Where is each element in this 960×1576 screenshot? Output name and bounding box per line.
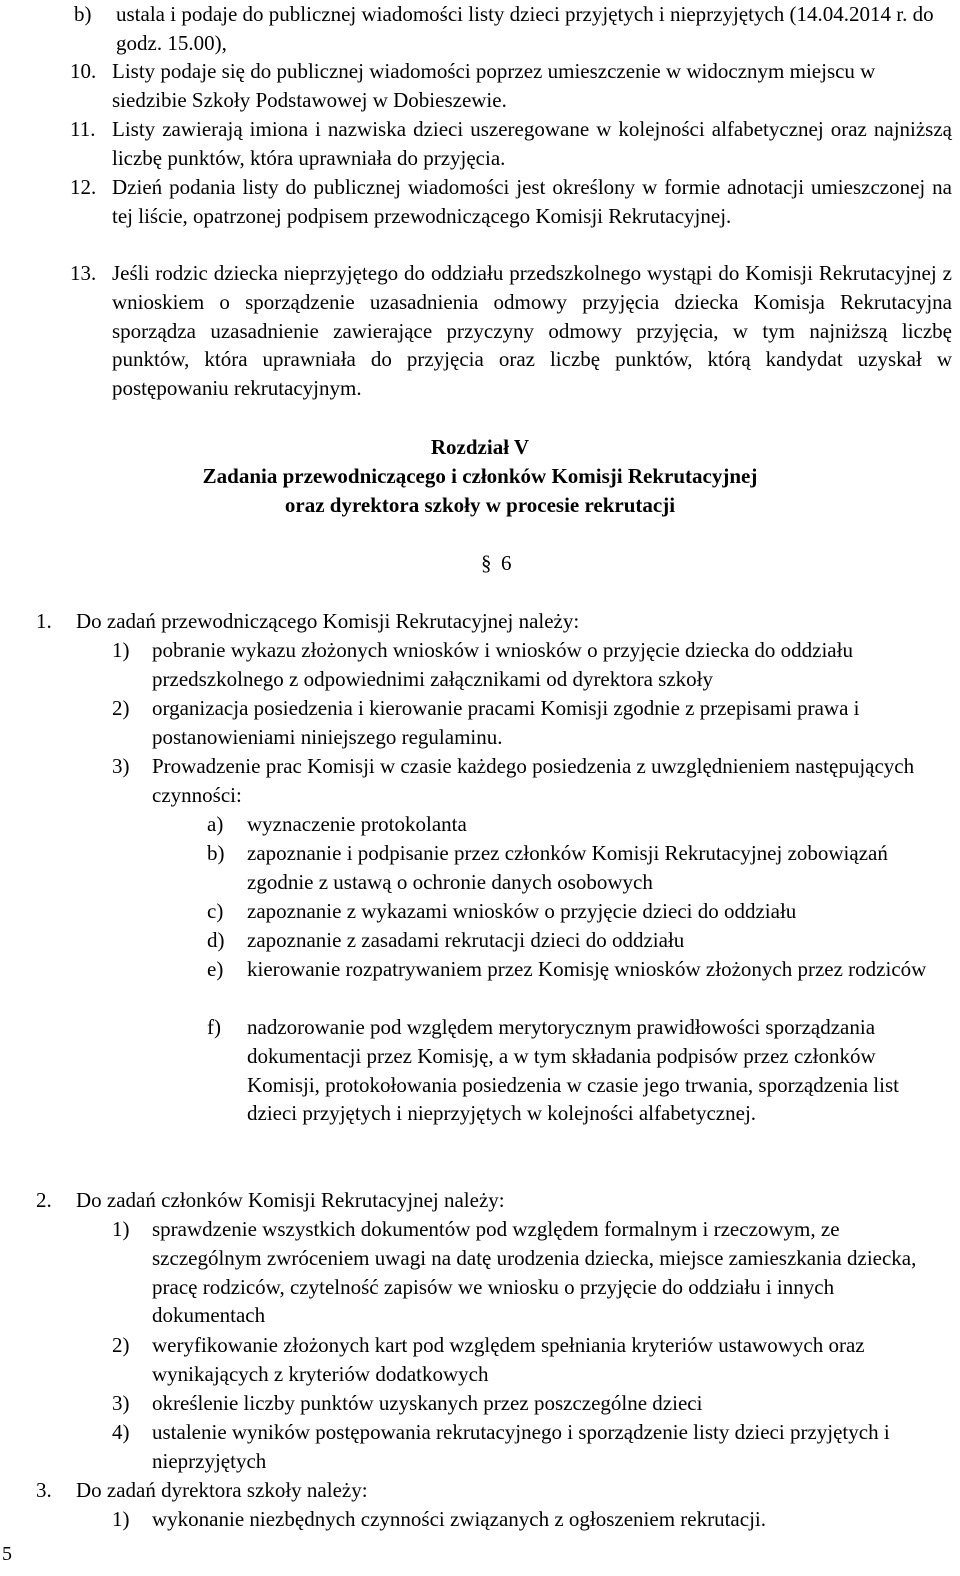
item-text: Listy zawierają imiona i nazwiska dzieci uszeregowane w kolejności alfabetycznej oraz najniższą liczbę punktów, która uprawniała do przyjęcia.: [112, 117, 952, 170]
section-3: [36, 1476, 952, 1505]
section-2-item-4: [112, 1418, 952, 1476]
item-marker: b): [207, 841, 225, 865]
paragraph-symbol: §: [481, 551, 492, 575]
chapter-subtitle-line1: Zadania przewodniczącego i członków Komisji Rekrutacyjnej: [202, 464, 758, 488]
section-2-item-3: [112, 1389, 952, 1418]
section-text: Do zadań dyrektora szkoły należy:: [76, 1478, 368, 1502]
item-marker: a): [207, 812, 224, 836]
section-2-item-2: [112, 1331, 952, 1389]
list-item-12: [70, 173, 952, 231]
item-marker: 2): [112, 696, 130, 720]
section-2-item-1: [112, 1215, 952, 1330]
item-text: kierowanie rozpatrywaniem przez Komisję wniosków złożonych przez rodziców: [247, 957, 927, 981]
item-text: ustala i podaje do publicznej wiadomości listy dzieci przyjętych i nieprzyjętych (14.04.2014 r. do godz. 15.00),: [116, 2, 934, 55]
item-text: wyznaczenie protokolanta: [247, 812, 467, 836]
item-marker: 12.: [70, 175, 97, 199]
section-1-subitem-d: [207, 926, 952, 955]
item-marker: 2): [112, 1333, 130, 1357]
section-marker: 2.: [36, 1188, 52, 1212]
item-text: Listy podaje się do publicznej wiadomości poprzez umieszczenie w widocznym miejscu w siedzibie Szkoły Podstawowej w Dobieszewie.: [112, 59, 876, 112]
item-marker: 13.: [70, 261, 97, 285]
item-text: określenie liczby punktów uzyskanych przez poszczególne dzieci: [152, 1391, 703, 1415]
paragraph-number: 6: [501, 551, 512, 575]
section-1-subitem-e: [207, 955, 952, 984]
item-text: zapoznanie i podpisanie przez członków Komisji Rekrutacyjnej zobowiązań zgodnie z ustawą o ochronie danych osobowych: [247, 841, 888, 894]
item-marker: 10.: [70, 59, 97, 83]
list-item-13: [70, 259, 952, 403]
item-text: Jeśli rodzic dziecka nieprzyjętego do oddziału przedszkolnego wystąpi do Komisji Rekrutacyjnej z wnioskiem o sporządzenie uzasadnienia odmowy przyjęcia dziecka Komisja Rekrutacyjna sporządza uzasadnienie zawierające przyczyny odmowy przyjęcia, w tym najniższą liczbę punktów, która uprawniała do przyjęcia oraz liczbę punktów, którą kandydat uzyskał w postępowaniu rekrutacyjnym.: [112, 261, 952, 401]
item-text: sprawdzenie wszystkich dokumentów pod względem formalnym i rzeczowym, ze szczególnym zwróceniem uwagi na datę urodzenia dziecka, miejsce zamieszkania dziecka, pracę rodziców, czytelność zapisów we wniosku o przyjęcie do oddziału i innych dokumentach: [152, 1217, 917, 1328]
section-1-item-1: [112, 636, 952, 694]
section-marker: 3.: [36, 1478, 52, 1502]
list-item-b: [74, 0, 952, 58]
item-text: wykonanie niezbędnych czynności związanych z ogłoszeniem rekrutacji.: [152, 1507, 766, 1531]
item-marker: b): [74, 2, 92, 26]
item-marker: f): [207, 1015, 221, 1039]
section-text: Do zadań członków Komisji Rekrutacyjnej należy:: [76, 1188, 505, 1212]
item-marker: c): [207, 899, 224, 923]
item-text: zapoznanie z zasadami rekrutacji dzieci do oddziału: [247, 928, 685, 952]
item-marker: 3): [112, 754, 130, 778]
chapter-subtitle-line2: oraz dyrektora szkoły w procesie rekrutacji: [284, 493, 676, 517]
item-text: pobranie wykazu złożonych wniosków i wniosków o przyjęcie dziecka do oddziału przedszkolnego z odpowiednimi załącznikami od dyrektora szkoły: [152, 638, 853, 691]
item-marker: 3): [112, 1391, 130, 1415]
item-text: zapoznanie z wykazami wniosków o przyjęcie dzieci do oddziału: [247, 899, 797, 923]
item-text: Dzień podania listy do publicznej wiadomości jest określony w formie adnotacji umieszczonej na tej liście, opatrzonej podpisem przewodniczącego Komisji Rekrutacyjnej.: [112, 175, 952, 228]
item-text: weryfikowanie złożonych kart pod względem spełniania kryteriów ustawowych oraz wynikających z kryteriów dodatkowych: [152, 1333, 865, 1386]
section-2: [36, 1186, 952, 1215]
section-1-subitem-c: [207, 897, 952, 926]
section-marker: 1.: [36, 609, 52, 633]
section-1: [36, 607, 952, 636]
list-item-10: [70, 57, 952, 115]
section-text: Do zadań przewodniczącego Komisji Rekrutacyjnej należy:: [76, 609, 580, 633]
chapter-title: Rozdział V: [430, 435, 530, 459]
list-item-11: [70, 115, 952, 173]
item-text: ustalenie wyników postępowania rekrutacyjnego i sporządzenie listy dzieci przyjętych i nieprzyjętych: [152, 1420, 890, 1473]
item-text: Prowadzenie prac Komisji w czasie każdego posiedzenia z uwzględnieniem następujących czynności:: [152, 754, 915, 807]
item-text: organizacja posiedzenia i kierowanie pracami Komisji zgodnie z przepisami prawa i postanowieniami niniejszego regulaminu.: [152, 696, 860, 749]
item-text: nadzorowanie pod względem merytorycznym prawidłowości sporządzania dokumentacji przez Komisję, a w tym składania podpisów przez członków Komisji, protokołowania posiedzenia w czasie jego trwania, sporządzenia list dzieci przyjętych i nieprzyjętych w kolejności alfabetycznej.: [247, 1015, 899, 1126]
section-1-subitem-f: [207, 1013, 952, 1128]
item-marker: 1): [112, 1507, 130, 1531]
item-marker: 1): [112, 1217, 130, 1241]
item-marker: 11.: [70, 117, 96, 141]
section-1-subitem-b: [207, 839, 952, 897]
item-marker: 4): [112, 1420, 130, 1444]
section-1-subitem-a: [207, 810, 952, 839]
item-marker: 1): [112, 638, 130, 662]
section-3-item-1: [112, 1505, 952, 1534]
section-1-item-2: [112, 694, 952, 752]
item-marker: d): [207, 928, 225, 952]
paragraph-heading: [481, 549, 512, 578]
section-1-item-3: [112, 752, 952, 810]
page-number: 5: [2, 1543, 12, 1565]
item-marker: e): [207, 957, 224, 981]
